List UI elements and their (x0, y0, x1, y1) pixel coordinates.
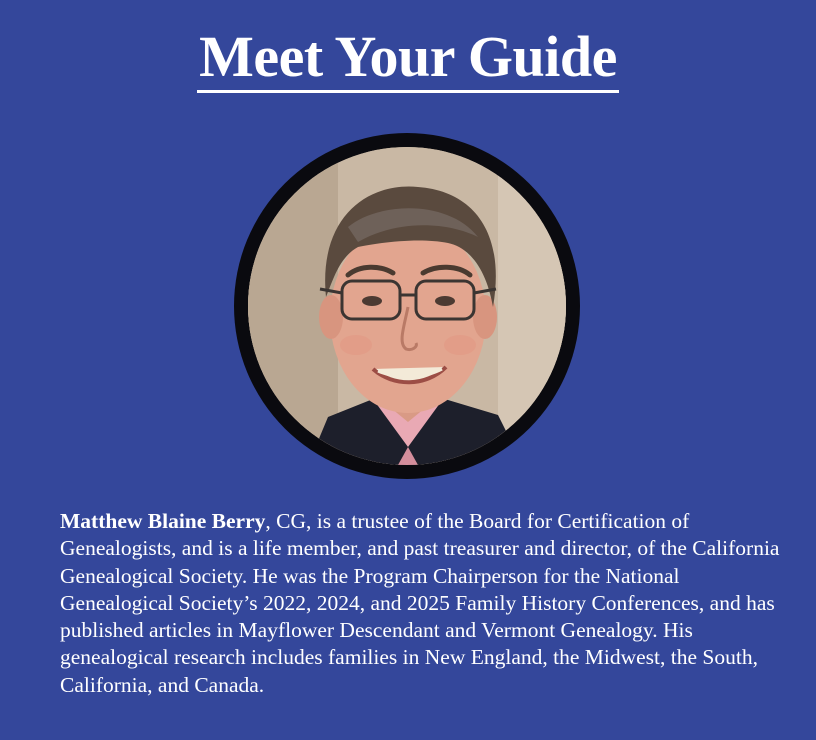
guide-bio (60, 508, 780, 699)
guide-bio-text: , CG, is a trustee of the Board for Certification of Genealogists, and is a life member, and past treasurer and director, of the California Genealogical Society. He was the Program Chairperson for the National Genealogical Society’s 2022, 2024, and 2025 Family History Conferences, and has published articles in Mayflower Descendant and Vermont Genealogy. His genealogical research includes families in New England, the Midwest, the South, California, and Canada. (60, 509, 780, 697)
page-title-text: Meet Your Guide (197, 24, 619, 93)
guide-photo (248, 147, 566, 465)
guide-portrait-frame (234, 133, 580, 479)
page-title (0, 22, 816, 93)
guide-name: Matthew Blaine Berry (60, 509, 266, 533)
guide-portrait (248, 147, 566, 465)
